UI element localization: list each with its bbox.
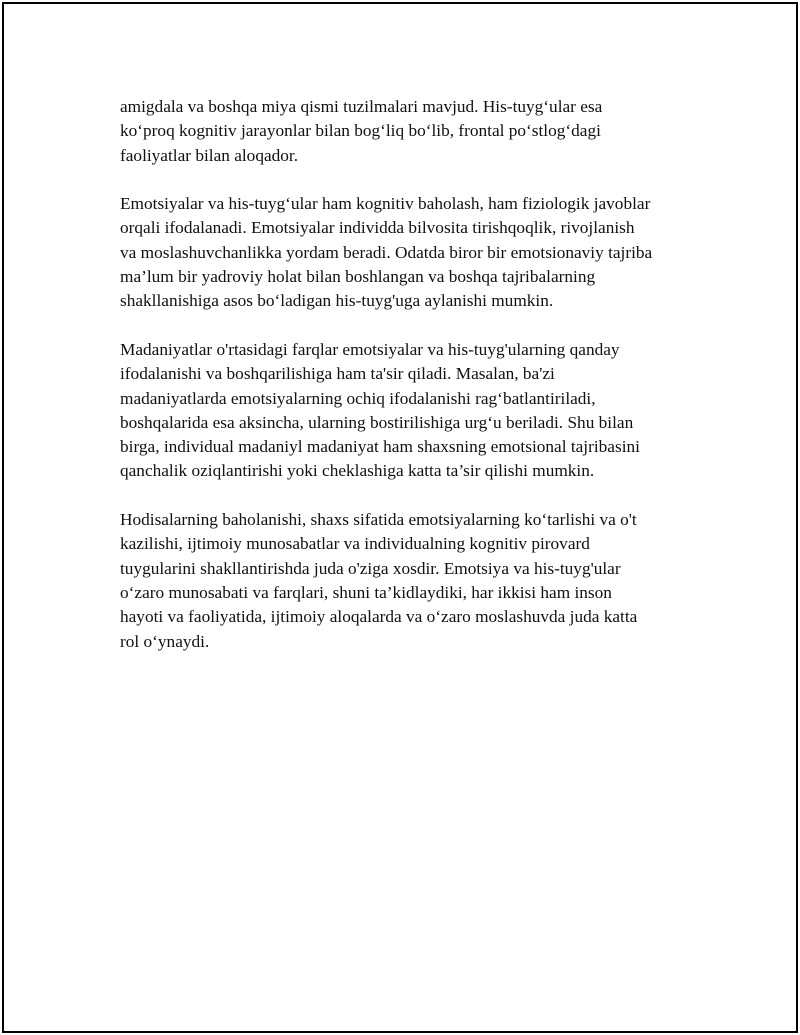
text-line: orqali ifodalanadi. Emotsiyalar individda bilvosita tirishqoqlik, rivojlanish [120, 218, 635, 238]
text-line: ma’lum bir yadroviy holat bilan boshlangan va boshqa tajribalarning [120, 267, 596, 287]
text-line: faoliyatlar bilan aloqador. [120, 145, 299, 165]
text-line: madaniyatlarda emotsiyalarning ochiq ifodalanishi rag‘batlantiriladi, [120, 388, 596, 408]
text-line: ifodalanishi va boshqarilishiga ham ta'sir qiladi. Masalan, ba'zi [120, 364, 555, 384]
text-line: o‘zaro munosabati va farqlari, shuni ta’kidlaydiki, har ikkisi ham inson [120, 582, 612, 602]
paragraph-4 [120, 508, 700, 654]
text-line: kazilishi, ijtimoiy munosabatlar va individualning kognitiv pirovard [120, 534, 590, 554]
document-body [120, 95, 700, 678]
text-line: ko‘proq kognitiv jarayonlar bilan bog‘liq bo‘lib, frontal po‘stlog‘dagi [120, 121, 601, 141]
text-line: rol o‘ynaydi. [120, 631, 210, 651]
document-page [2, 2, 798, 1033]
text-line: va moslashuvchanlikka yordam beradi. Odatda biror bir emotsionaviy tajriba [120, 242, 653, 262]
paragraph-1 [120, 95, 700, 168]
paragraph-3 [120, 338, 700, 484]
text-line: tuygularini shakllantirishda juda o'ziga xosdir. Emotsiya va his-tuyg'ular [120, 558, 621, 578]
text-line: Hodisalarning baholanishi, shaxs sifatida emotsiyalarning ko‘tarlishi va o't [120, 510, 637, 530]
text-line: hayoti va faoliyatida, ijtimoiy aloqalarda va o‘zaro moslashuvda juda katta [120, 607, 638, 627]
text-line: qanchalik oziqlantirishi yoki cheklashiga katta ta’sir qilishi mumkin. [120, 461, 595, 481]
text-line: birga, individual madaniyl madaniyat ham shaxsning emotsional tajribasini [120, 437, 640, 457]
text-line: Madaniyatlar o'rtasidagi farqlar emotsiyalar va his-tuyg'ularning qanday [120, 339, 620, 359]
text-line: amigdala va boshqa miya qismi tuzilmalari mavjud. His-tuyg‘ular esa [120, 97, 603, 116]
text-line: boshqalarida esa aksincha, ularning bostirilishiga urg‘u beriladi. Shu bilan [120, 412, 634, 432]
paragraph-2 [120, 192, 700, 313]
text-line: Emotsiyalar va his-tuyg‘ular ham kognitiv baholash, ham fiziologik javoblar [120, 194, 651, 214]
text-line: shakllanishiga asos bo‘ladigan his-tuyg'uga aylanishi mumkin. [120, 291, 554, 311]
